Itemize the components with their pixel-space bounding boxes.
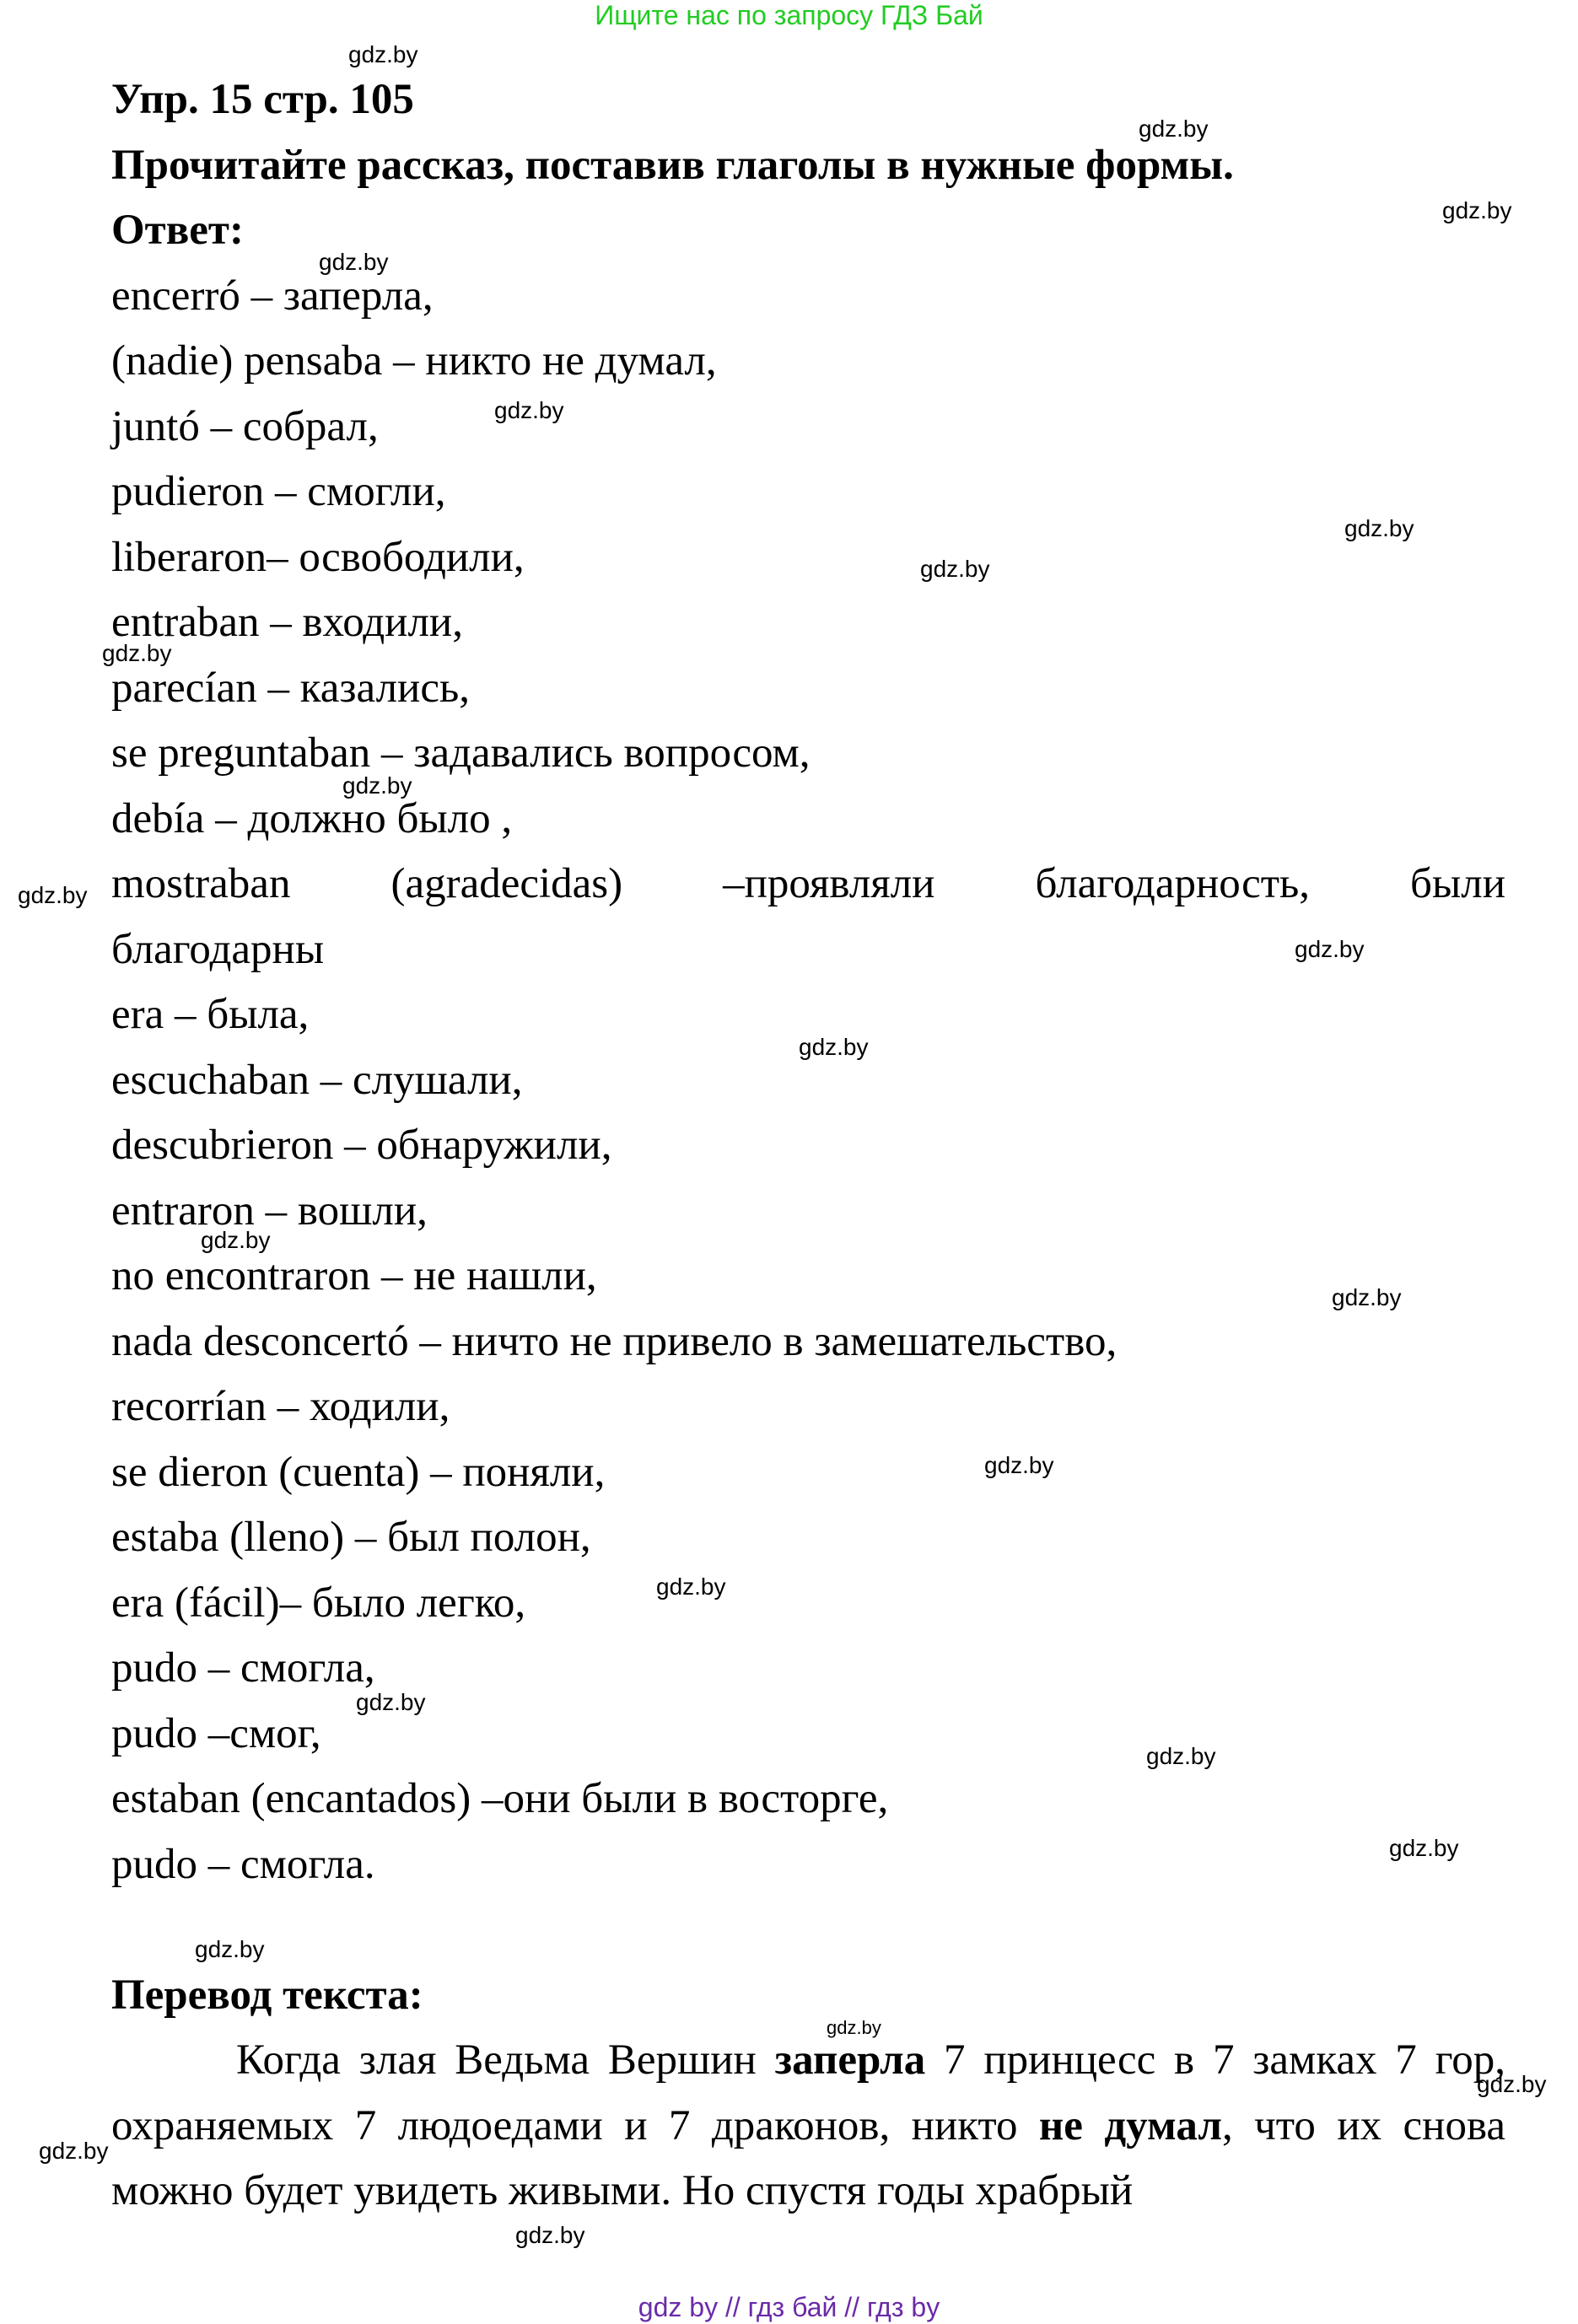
answer-line: descubrieron – обнаружили,: [111, 1122, 612, 1169]
watermark: gdz.by: [656, 1574, 726, 1600]
answer-line: estaba (lleno) – был полон,: [111, 1514, 591, 1561]
footer-links[interactable]: gdz by // гдз бай // гдз by: [638, 2292, 940, 2322]
watermark: gdz.by: [984, 1452, 1054, 1478]
translation-text: Когда злая Ведьма Вершин: [236, 2036, 775, 2084]
answer-label: Ответ:: [111, 207, 244, 254]
answer-line: pudieron – смогли,: [111, 468, 446, 515]
answer-line: pudo – смогла,: [111, 1644, 375, 1692]
watermark: gdz.by: [515, 2222, 585, 2248]
answer-line: parecían – казались,: [111, 664, 470, 712]
answer-line: escuchaban – слушали,: [111, 1056, 523, 1104]
watermark: gdz.by: [1442, 197, 1512, 223]
answer-line: (nadie) pensaba – никто не думал,: [111, 337, 717, 385]
watermark: gdz.by: [201, 1227, 271, 1253]
translation-text: , что их снова можно будет увидеть живыми. Но спустя годы храбрый: [111, 2101, 1506, 2214]
spacer: [111, 1897, 1505, 1963]
watermark: gdz.by: [1389, 1835, 1459, 1861]
watermark: gdz.by: [494, 397, 564, 423]
exercise-title: Упр. 15 стр. 105: [111, 76, 414, 123]
answer-line: se preguntaban – задавались вопросом,: [111, 729, 811, 777]
answer-line: recorrían – ходили,: [111, 1383, 450, 1430]
watermark: gdz.by: [1332, 1284, 1402, 1310]
answer-line: era (fácil)– было легко,: [111, 1579, 526, 1627]
translation-text: 7 принцесс в 7 замках 7 гор, охраняемых 7 людоедами и 7 драконов, никто: [111, 2036, 1505, 2149]
answer-line: debía – должно было ,: [111, 794, 513, 842]
answer-line: nada desconcertó – ничто не привело в замешательство,: [111, 1317, 1118, 1365]
watermark: gdz.by: [18, 882, 88, 908]
answer-line: era – была,: [111, 991, 310, 1038]
answer-line: благодарны: [111, 925, 325, 973]
watermark: gdz.by: [1295, 936, 1365, 962]
answer-line: no encontraron – не нашли,: [111, 1252, 597, 1299]
task-text: Прочитайте рассказ, поставив глаголы в нужные формы.: [111, 141, 1234, 189]
watermark: gdz.by: [1344, 515, 1414, 541]
watermark: gdz.by: [827, 2017, 881, 2038]
watermark: gdz.by: [1477, 2071, 1547, 2097]
translation-paragraph: [111, 2028, 1505, 2224]
watermark: gdz.by: [799, 1034, 869, 1060]
answer-line: pudo – смогла.: [111, 1840, 375, 1888]
search-banner[interactable]: Ищите нас по запросу ГДЗ Бай: [595, 0, 983, 30]
watermark: gdz.by: [356, 1689, 426, 1715]
answer-line: pudo –смог,: [111, 1709, 321, 1757]
watermark: gdz.by: [1146, 1743, 1216, 1769]
translation-highlight: не думал: [1038, 2101, 1222, 2149]
document-body: [111, 67, 1505, 2224]
translation-highlight: заперла: [774, 2036, 926, 2084]
answer-line: encerró – заперла,: [111, 272, 434, 320]
watermark: gdz.by: [348, 41, 418, 67]
watermark: gdz.by: [342, 772, 412, 799]
answer-line: estaban (encantados) –они были в восторге,: [111, 1775, 889, 1822]
watermark: gdz.by: [319, 249, 389, 275]
answer-line: se dieron (cuenta) – поняли,: [111, 1448, 606, 1496]
watermark: gdz.by: [195, 1936, 265, 1962]
watermark: gdz.by: [920, 556, 990, 582]
answer-line: mostraban (agradecidas) –проявляли благодарность, были: [111, 860, 1505, 907]
watermark: gdz.by: [1139, 116, 1209, 142]
watermark: gdz.by: [39, 2138, 109, 2164]
answer-line: juntó – собрал,: [111, 402, 379, 450]
translation-label: Перевод текста:: [111, 1971, 423, 2019]
watermark: gdz.by: [102, 640, 172, 666]
answer-line: entraban – входили,: [111, 599, 463, 646]
answer-line: entraron – вошли,: [111, 1186, 428, 1235]
answer-line: liberaron– освободили,: [111, 533, 525, 581]
